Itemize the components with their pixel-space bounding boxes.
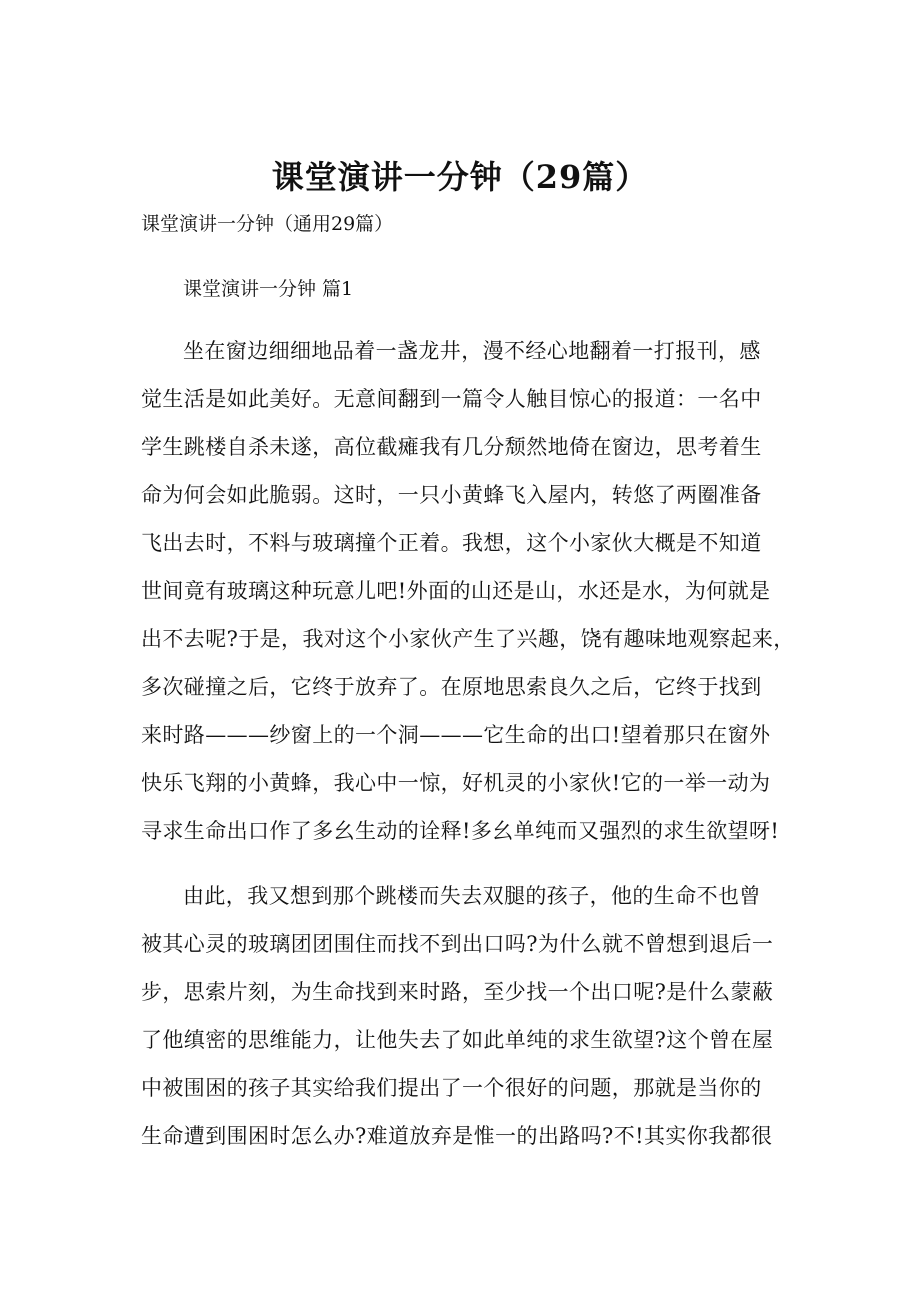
document-title: 课堂演讲一分钟（29篇）	[271, 158, 649, 196]
paragraph-line: 飞出去时，不料与玻璃撞个正着。我想，这个小家伙大概是不知道	[141, 531, 762, 555]
paragraph-line: 寻求生命出口作了多幺生动的诠释!多幺单纯而又强烈的求生欲望呀!	[141, 819, 780, 843]
paragraph-line: 步，思索片刻，为生命找到来时路，至少找一个出口呢?是什么蒙蔽	[141, 980, 774, 1004]
paragraph-line: 多次碰撞之后，它终于放弃了。在原地思索良久之后，它终于找到	[141, 675, 762, 699]
paragraph-line: 坐在窗边细细地品着一盏龙井，漫不经心地翻着一打报刊，感	[183, 339, 761, 363]
paragraph-line: 快乐飞翔的小黄蜂，我心中一惊，好机灵的小家伙!它的一举一动为	[141, 771, 771, 795]
paragraph-line: 来时路———纱窗上的一个洞———它生命的出口!望着那只在窗外	[141, 723, 771, 747]
paragraph-line: 被其心灵的玻璃团团围住而找不到出口吗?为什么就不曾想到退后一	[141, 932, 774, 956]
section-heading: 课堂演讲一分钟 篇1	[183, 278, 354, 300]
paragraph-line: 出不去呢?于是，我对这个小家伙产生了兴趣，饶有趣味地观察起来，	[141, 627, 795, 651]
paragraph-line: 命为何会如此脆弱。这时，一只小黄蜂飞入屋内，转悠了两圈准备	[141, 483, 762, 507]
paragraph-line: 由此，我又想到那个跳楼而失去双腿的孩子，他的生命不也曾	[183, 884, 761, 908]
document-subtitle: 课堂演讲一分钟（通用29篇）	[141, 213, 394, 235]
paragraph-line: 生命遭到围困时怎么办?难道放弃是惟一的出路吗?不!其实你我都很	[141, 1124, 773, 1148]
paragraph-line: 世间竟有玻璃这种玩意儿吧!外面的山还是山，水还是水，为何就是	[141, 579, 771, 603]
paragraph-line: 了他缜密的思维能力，让他失去了如此单纯的求生欲望?这个曾在屋	[141, 1028, 774, 1052]
paragraph-line: 中被围困的孩子其实给我们提出了一个很好的问题，那就是当你的	[141, 1076, 762, 1100]
paragraph-line: 觉生活是如此美好。无意间翻到一篇令人触目惊心的报道：一名中	[141, 387, 762, 411]
paragraph-line: 学生跳楼自杀未遂，高位截瘫我有几分颓然地倚在窗边，思考着生	[141, 435, 762, 459]
